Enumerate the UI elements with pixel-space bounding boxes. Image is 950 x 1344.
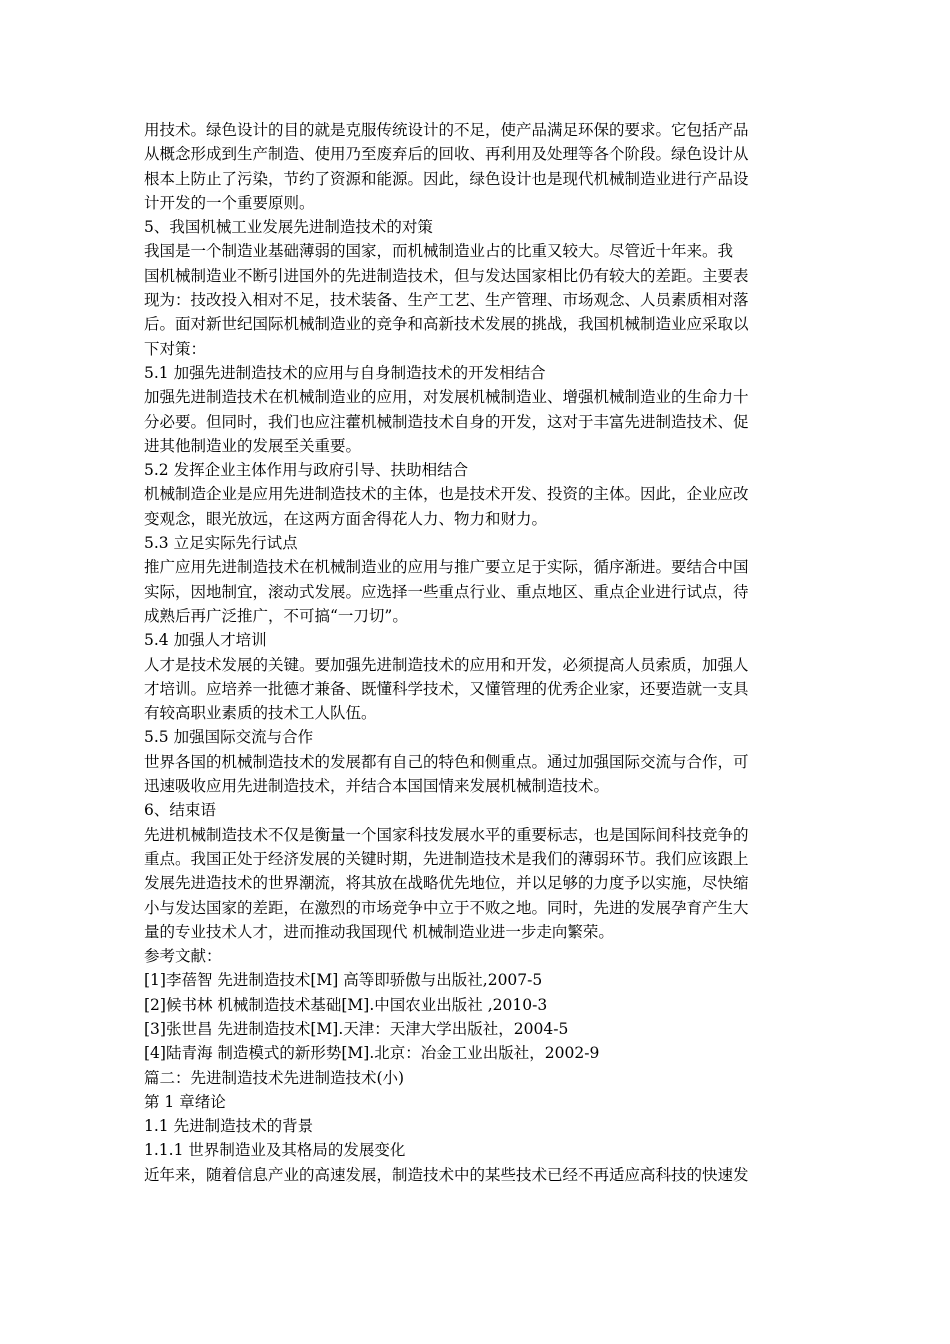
- chapter-heading: 第 1 章绪论: [144, 1092, 226, 1111]
- text-line: 下对策：: [144, 339, 207, 358]
- text-line: 现为：技改投入相对不足，技术装备、生产工艺、生产管理、市场观念、人员素质相对落: [144, 291, 749, 310]
- text-line: 国机械制造业不断引进国外的先进制造技术，但与发达国家相比仍有较大的差距。主要表: [144, 266, 749, 285]
- text-line: 用技术。绿色设计的目的就是克服传统设计的不足，使产品满足环保的要求。它包括产品: [144, 121, 749, 139]
- text-line: 世界各国的机械制造技术的发展都有自己的特色和侧重点。通过加强国际交流与合作，可: [144, 752, 749, 771]
- text-line: 实际，因地制宜，滚动式发展。应选择一些重点行业、重点地区、重点企业进行试点，待: [144, 582, 749, 601]
- reference-item: [4]陆青海 制造模式的新形势[M].北京：冶金工业出版社，2002-9: [144, 1044, 600, 1063]
- article-title: 篇二：先进制造技术先进制造技术(小): [144, 1068, 405, 1087]
- text-line: 后。面对新世纪国际机械制造业的竞争和高新技术发展的挑战，我国机械制造业应采取以: [144, 315, 749, 334]
- text-line: 推广应用先进制造技术在机械制造业的应用与推广要立足于实际，循序渐进。要结合中国: [144, 558, 749, 577]
- text-line: 量的专业技术人才，进而推动我国现代 机械制造业进一步走向繁荣。: [144, 922, 614, 941]
- text-line: 从概念形成到生产制造、使用乃至废弃后的回收、再利用及处理等各个阶段。绿色设计从: [144, 145, 749, 164]
- references-heading: 参考文献：: [144, 947, 222, 966]
- text-line: 才培训。应培养一批德才兼备、既懂科学技术，又懂管理的优秀企业家，还要造就一支具: [144, 679, 749, 698]
- text-line: 加强先进制造技术在机械制造业的应用，对发展机械制造业、增强机械制造业的生命力十: [144, 388, 749, 407]
- section-heading: 6、结束语: [144, 801, 216, 820]
- reference-item: [1]李蓓智 先进制造技术[M] 高等即骄傲与出版社,2007-5: [144, 971, 543, 990]
- subsection-heading: 5.3 立足实际先行试点: [144, 534, 298, 553]
- section-heading: 1.1 先进制造技术的背景: [144, 1117, 314, 1136]
- section-heading: 5、我国机械工业发展先进制造技术的对策: [144, 218, 433, 237]
- text-line: 有较高职业素质的技术工人队伍。: [144, 704, 377, 723]
- text-line: 成熟后再广泛推广，不可搞“一刀切”。: [144, 606, 408, 625]
- text-line: 机械制造企业是应用先进制造技术的主体，也是技术开发、投资的主体。因此，企业应改: [144, 485, 749, 504]
- text-line: 重点。我国正处于经济发展的关键时期，先进制造技术是我们的薄弱环节。我们应该跟上: [144, 849, 749, 868]
- document-page: [144, 118, 812, 1187]
- text-line: 先进机械制造技术不仅是衡量一个国家科技发展水平的重要标志，也是国际间科技竞争的: [144, 825, 749, 844]
- text-line: 小与发达国家的差距，在激烈的市场竞争中立于不败之地。同时，先进的发展孕育产生大: [144, 898, 749, 917]
- subsection-heading: 5.5 加强国际交流与合作: [144, 728, 314, 747]
- text-line: 计开发的一个重要原则。: [144, 193, 315, 212]
- text-line: 变观念，眼光放远，在这两方面舍得花人力、物力和财力。: [144, 509, 548, 528]
- text-line: 分必要。但同时，我们也应注藿机械制造技术自身的开发，这对于丰富先进制造技术、促: [144, 412, 749, 431]
- subsection-heading: 5.2 发挥企业主体作用与政府引导、扶助相结合: [144, 461, 469, 480]
- text-line: 发展先进造技术的世界潮流，将其放在战略优先地位，并以足够的力度予以实施，尽快缩: [144, 874, 749, 893]
- text-line: 迅速吸收应用先进制造技术，并结合本国国情来发展机械制造技术。: [144, 777, 610, 796]
- reference-item: [2]候书林 机械制造技术基础[M].中国农业出版社 ,2010-3: [144, 995, 548, 1014]
- text-line: 根本上防止了污染，节约了资源和能源。因此，绿色设计也是现代机械制造业进行产品设: [144, 169, 749, 188]
- text-line: 近年来，随着信息产业的高速发展，制造技术中的某些技术已经不再适应高科技的快速发: [144, 1165, 749, 1184]
- subsection-heading: 5.4 加强人才培训: [144, 631, 267, 650]
- reference-item: [3]张世昌 先进制造技术[M].天津：天津大学出版社，2004-5: [144, 1019, 569, 1038]
- text-line: 我国是一个制造业基础薄弱的国家，而机械制造业占的比重又较大。尽管近十年来。我: [144, 242, 734, 261]
- text-line: 进其他制造业的发展至关重要。: [144, 436, 362, 455]
- text-line: 人才是技术发展的关键。要加强先进制造技术的应用和开发，必须提高人员索质，加强人: [144, 655, 749, 674]
- subsection-heading: 1.1.1 世界制造业及其格局的发展变化: [144, 1141, 406, 1160]
- subsection-heading: 5.1 加强先进制造技术的应用与自身制造技术的开发相结合: [144, 363, 546, 382]
